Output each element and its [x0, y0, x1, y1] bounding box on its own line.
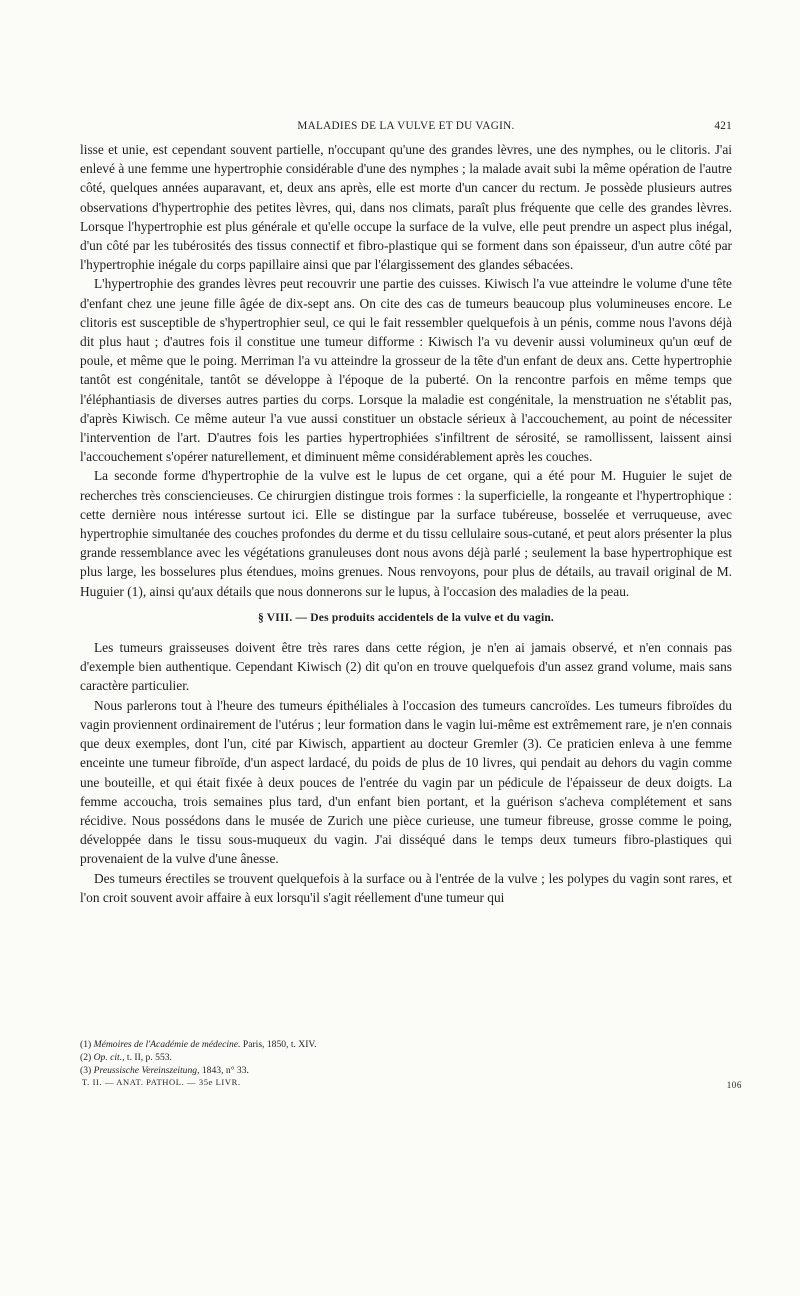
- footnote-marker: (3): [80, 1065, 92, 1076]
- page-number: 421: [714, 120, 732, 132]
- signature-left: T. II. — ANAT. PATHOL. — 35e LIVR.: [82, 1077, 241, 1087]
- printer-signature: [82, 1077, 742, 1090]
- footnote-rest: , 1843, n° 33.: [197, 1065, 249, 1076]
- running-head: [80, 120, 732, 136]
- footnote: [80, 1064, 740, 1077]
- running-title: MALADIES DE LA VULVE ET DU VAGIN.: [297, 120, 515, 132]
- paragraph: L'hypertrophie des grandes lèvres peut recouvrir une partie des cuisses. Kiwisch l'a vue atteindre le volume d'une tête d'enfant chez une jeune fille âgée de dix-sept ans. On cite des cas de tumeurs beaucoup plus volumineuses encore. Le clitoris est susceptible de s'hypertrophier seul, ce qui le fait ressembler quelquefois à un pénis, comme nous l'avons déjà dit plus haut ; d'autres fois il constitue une tumeur difforme : Kiwisch l'a vu devenir aussi volumineux qu'un œuf de poule, et même que le poing. Merriman l'a vu atteindre la grosseur de la tête d'un enfant de deux ans. Cette hypertrophie tantôt est congénitale, tantôt se développe à l'époque de la puberté. On la rencontre parfois en même temps que l'éléphantiasis de diverses autres parties du corps. Lorsque la maladie est congénitale, la menstruation ne s'établit pas, d'après Kiwisch. Ce même auteur l'a vue aussi constituer un obstacle sérieux à l'accouchement, au point de nécessiter l'intervention de l'art. D'autres fois les parties hypertrophiées s'infiltrent de sérosité, se ramollissent, laissent ainsi l'accouchement s'opérer naturellement, et diminuent même considérablement après les couches.: [80, 276, 732, 465]
- body-text: [80, 140, 732, 907]
- footnote: [80, 1051, 740, 1064]
- section-heading: § VIII. — Des produits accidentels de la vulve et du vagin.: [257, 611, 555, 624]
- footnote-rest: Paris, 1850, t. XIV.: [240, 1039, 317, 1050]
- footnote-marker: (1): [80, 1039, 92, 1050]
- footnote-rest: , t. II, p. 553.: [122, 1052, 172, 1063]
- signature-number: 106: [726, 1080, 742, 1090]
- footnote: [80, 1038, 740, 1051]
- footnote-title: Op. cit.: [93, 1052, 123, 1063]
- paragraph: lisse et unie, est cependant souvent partielle, n'occupant qu'une des grandes lèvres, une des nymphes, ou le clitoris. J'ai enlevé à une femme une hypertrophie considérable d'une des nymphes ; la malade avait subi la même opération de l'autre côté, quelques années auparavant, et, deux ans après, elle est morte d'un cancer du rectum. Je possède plusieurs autres observations d'hypertrophie des petites lèvres, qui, dans nos climats, paraît plus fréquente que celle des grandes lèvres. Lorsque l'hypertrophie est plus générale et qu'elle occupe la surface de la vulve, elle peut prendre un aspect plus inégal, d'un côté par les tubérosités des tissus connectif et fibro-plastique qui se forment dans son épaisseur, d'un autre côté par l'hypertrophie inégale du corps papillaire ainsi que par l'élargissement des glandes sébacées.: [80, 142, 732, 273]
- footnote-marker: (2): [80, 1052, 92, 1063]
- paragraph: Nous parlerons tout à l'heure des tumeurs épithéliales à l'occasion des tumeurs cancroïdes. Les tumeurs fibroïdes du vagin proviennent ordinairement de l'utérus ; leur formation dans le vagin lui-même est extrêmement rare, je n'en connais que deux exemples, dont l'un, cité par Kiwisch, appartient au docteur Gremler (3). Ce praticien enleva à une femme enceinte une tumeur fibroïde, d'un aspect lardacé, du poids de plus de 10 livres, qui pendait au dehors du vagin comme une bouteille, et qui était fixée à deux pouces de l'entrée du vagin par un pédicule de l'épaisseur de deux doigts. La femme accoucha, trois semaines plus tard, d'un enfant bien portant, et la guérison s'acheva complétement et sans récidive. Nous possédons dans le musée de Zurich une pièce curieuse, une tumeur fibreuse, grosse comme le poing, développée dans le tissu sous-muqueux du vagin. J'ai disséqué dans le temps deux tumeurs fibro-plastiques qui provenaient de la vulve d'une ânesse.: [80, 697, 732, 867]
- footnote-title: Mémoires de l'Académie de médecine.: [93, 1039, 241, 1050]
- paragraph: La seconde forme d'hypertrophie de la vulve est le lupus de cet organe, qui a été pour M. Huguier le sujet de recherches très consciencieuses. Ce chirurgien distingue trois formes : la superficielle, la rongeante et l'hypertrophique : cette dernière nous intéresse surtout ici. Elle se distingue par la surface tubéreuse, bosselée et verruqueuse, avec hypertrophie simultanée des couches profondes du derme et du tissu cellulaire sous-cutané, et peut alors présenter la plus grande ressemblance avec les végétations granuleuses dont nous avons déjà parlé ; seulement la base hypertrophique est plus large, les bosselures plus étendues, moins grenues. Nous renvoyons, pour plus de détails, au travail original de M. Huguier (1), ainsi qu'aux détails que nous donnerons sur le lupus, à l'occasion des maladies de la peau.: [80, 468, 732, 599]
- footnote-title: Preussische Vereinszeitung: [93, 1065, 198, 1076]
- paragraph: Les tumeurs graisseuses doivent être très rares dans cette région, je n'en ai jamais observé, et n'en connais pas d'exemple bien authentique. Cependant Kiwisch (2) dit qu'on en trouve quelquefois d'un assez grand volume, mais sans caractère particulier.: [80, 640, 732, 694]
- paragraph: Des tumeurs érectiles se trouvent quelquefois à la surface ou à l'entrée de la vulve ; les polypes du vagin sont rares, et l'on croit souvent avoir affaire à eux lorsqu'il s'agit réellement d'une tumeur qui: [80, 870, 732, 905]
- footnotes: [80, 1038, 740, 1077]
